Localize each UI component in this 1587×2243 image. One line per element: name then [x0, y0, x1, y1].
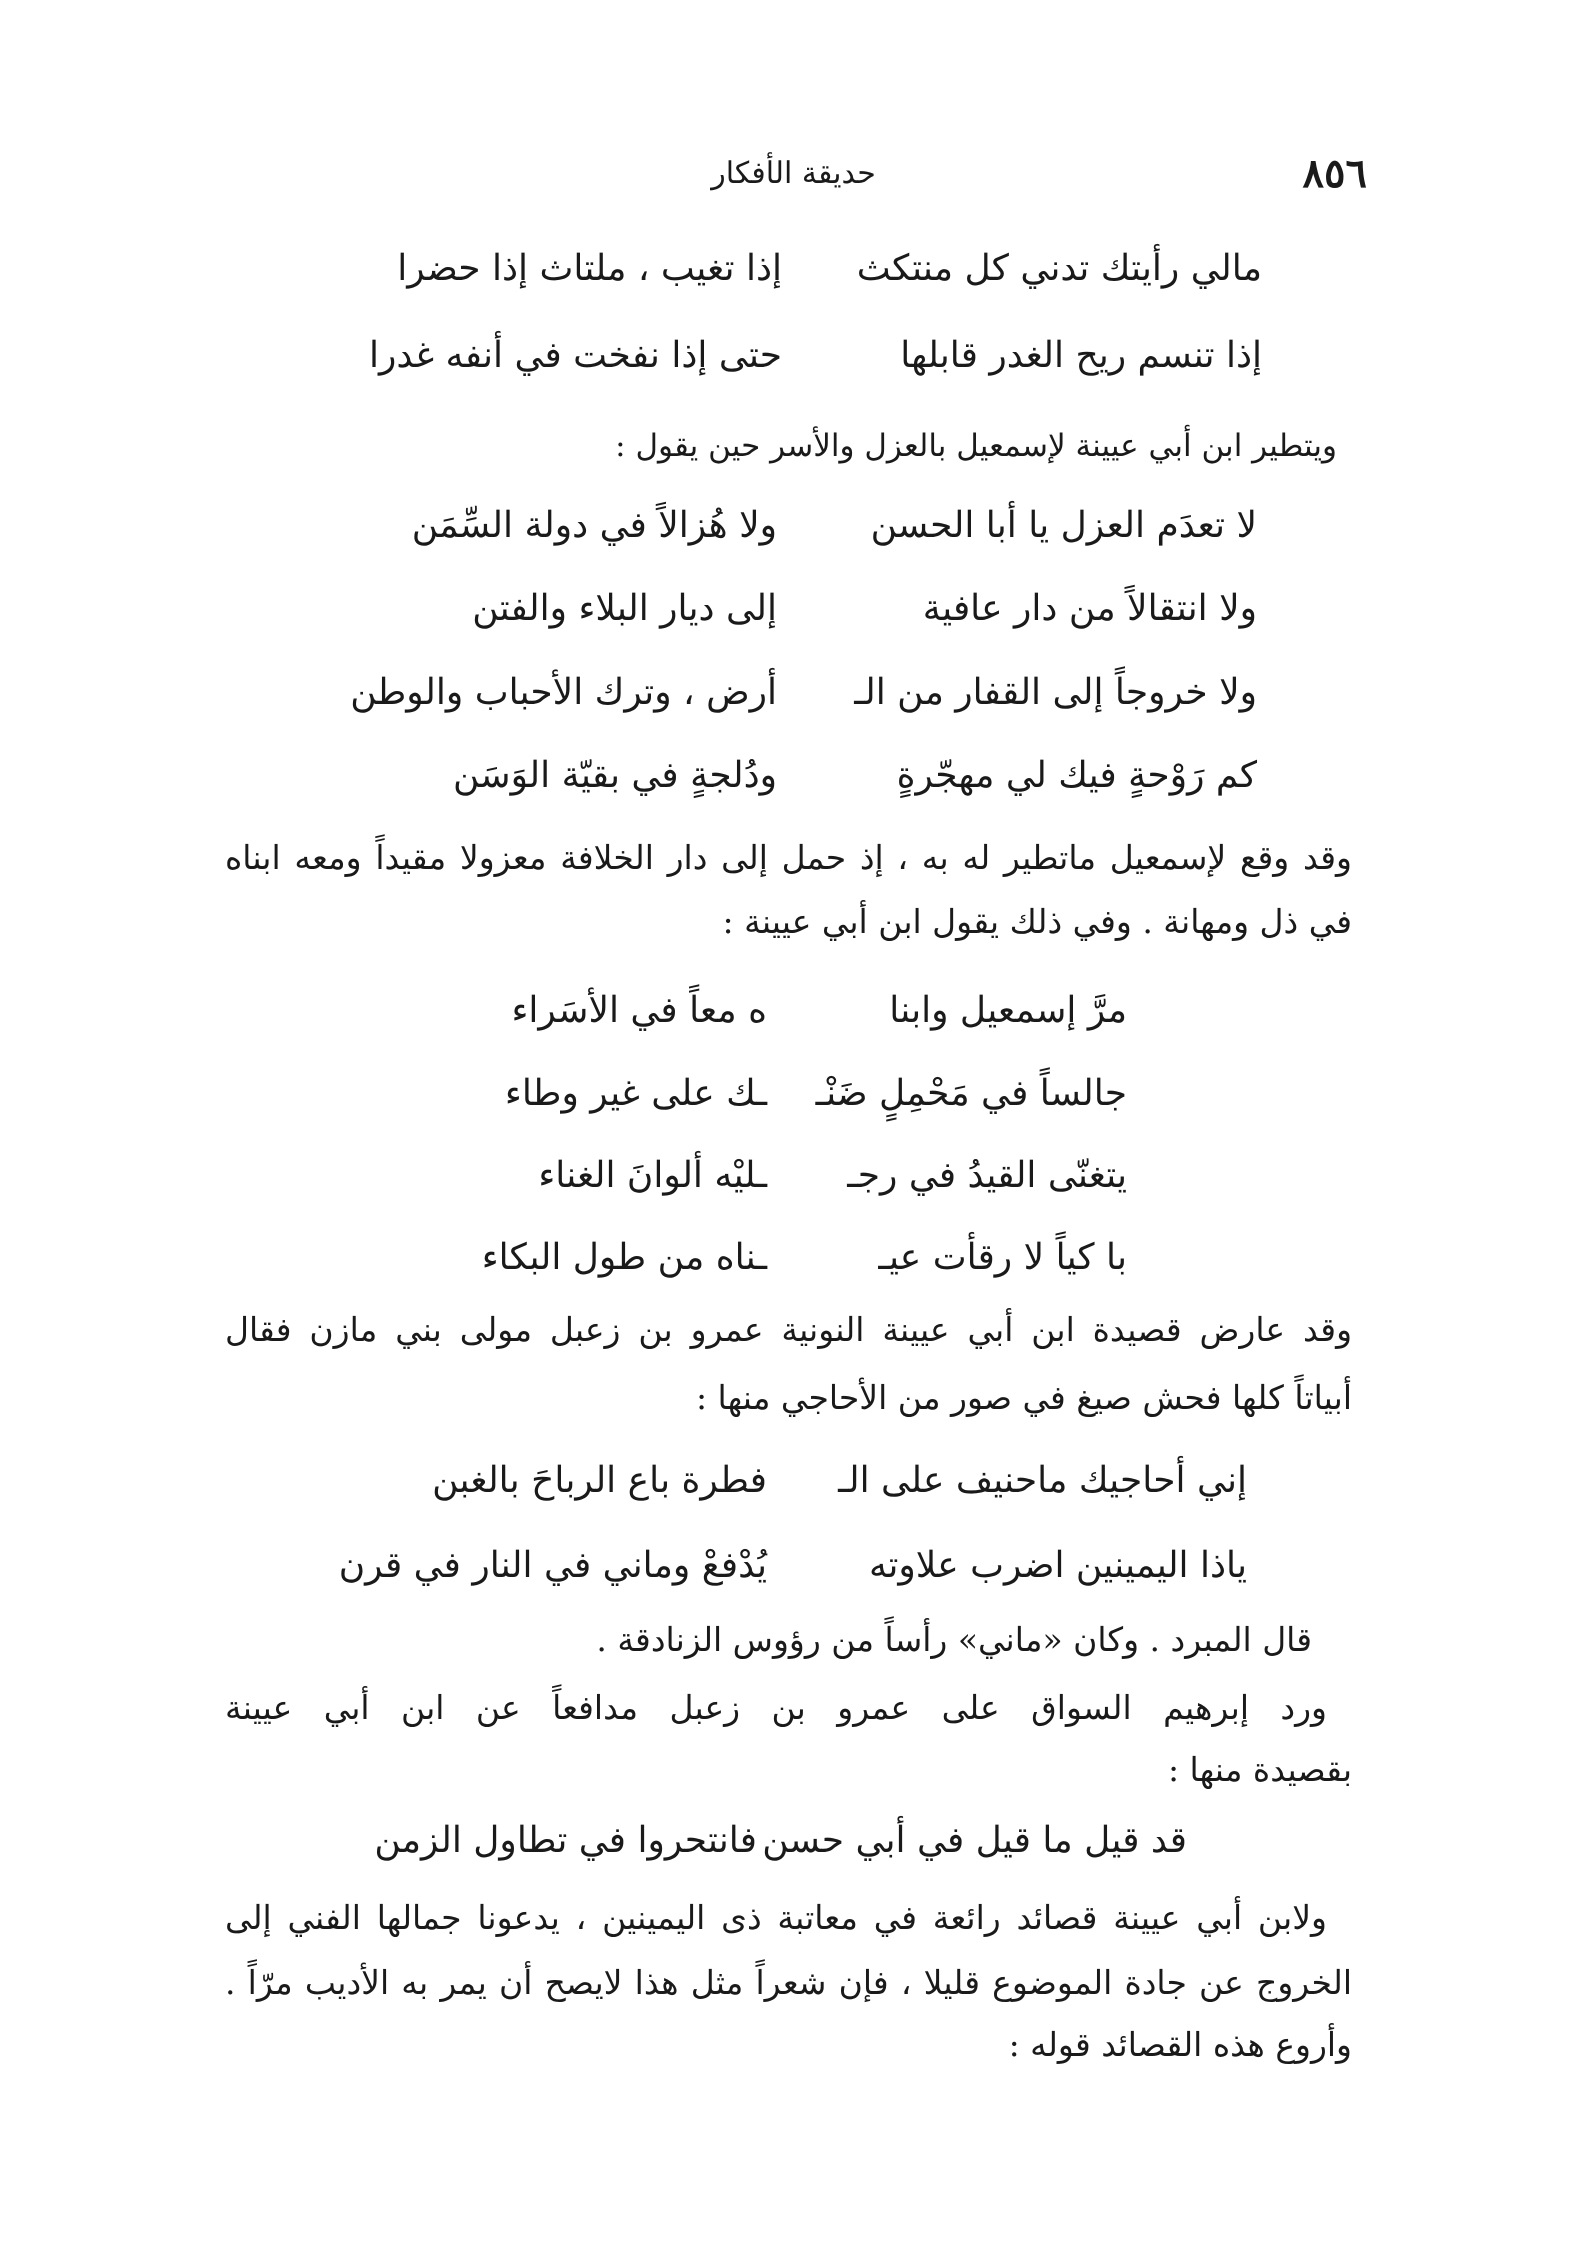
verse-hemistich-first: يتغنّى القيدُ في رجـ — [847, 1155, 1127, 1196]
paragraph-line: وأروع هذه القصائد قوله : — [1008, 2025, 1352, 2064]
verse-line — [437, 1155, 1127, 1196]
paragraph-line: ولابن أبي عيينة قصائد رائعة في معاتبة ذى اليمينين ، يدعونا جمالها الفني إلى — [225, 1898, 1327, 1937]
verse-line — [362, 248, 1262, 289]
verse-line — [437, 1237, 1127, 1278]
running-title: حديقة الأفكار — [711, 156, 876, 191]
verse-hemistich-first: قد قيل ما قيل في أبي حسن — [762, 1820, 1187, 1861]
verse-hemistich-second: إذا تغيب ، ملتاث إذا حضرا — [397, 248, 782, 289]
paragraph-line: وقد وقع لإسمعيل ماتطير له به ، إذ حمل إلى دار الخلافة معزولا مقيداً ومعه ابناه — [225, 838, 1352, 877]
verse-hemistich-first: ولا انتقالاً من دار عافية — [922, 588, 1257, 629]
verse-line — [437, 1073, 1127, 1114]
verse-line — [350, 672, 1257, 713]
verse-hemistich-first: إني أحاجيك ماحنيف على الـ — [838, 1460, 1247, 1501]
verse-line — [437, 990, 1127, 1031]
page-number: ٨٥٦ — [1302, 150, 1367, 197]
verse-line — [362, 335, 1262, 376]
verse-hemistich-second: ه معاً في الأسَراء — [511, 990, 767, 1031]
paragraph-line: في ذل ومهانة . وفي ذلك يقول ابن أبي عيينة : — [722, 902, 1352, 941]
verse-hemistich-second: ـك على غير وطاء — [504, 1073, 767, 1114]
verse-hemistich-second: ودُلجةٍ في بقيّة الوَسَن — [453, 755, 777, 796]
paragraph-line: الخروج عن جادة الموضوع قليلا ، فإن شعراً مثل هذا لايصح أن يمر به الأديب مرّاً . — [225, 1963, 1352, 2002]
intro-line: ويتطير ابن أبي عيينة لإسمعيل بالعزل والأسر حين يقول : — [615, 428, 1337, 464]
verse-line — [357, 1820, 1187, 1861]
paragraph-line: أبياتاً كلها فحش صيغ في صور من الأحاجي منها : — [695, 1378, 1352, 1417]
page-header — [220, 150, 1367, 210]
verse-hemistich-second: حتى إذا نفخت في أنفه غدرا — [368, 335, 782, 376]
verse-hemistich-first: إذا تنسم ريح الغدر قابلها — [900, 335, 1262, 376]
verse-hemistich-second: يُدْفعْ وماني في النار في قرن — [338, 1545, 767, 1586]
verse-hemistich-first: كم رَوْحةٍ فيك لي مهجّرةٍ — [896, 755, 1257, 796]
verse-hemistich-first: لا تعدَم العزل يا أبا الحسن — [870, 505, 1257, 546]
verse-hemistich-second: فطرة باع الرباحَ بالغبن — [432, 1460, 767, 1501]
verse-line — [357, 505, 1257, 546]
verse-hemistich-second: فانتحروا في تطاول الزمن — [374, 1820, 757, 1861]
verse-hemistich-first: ولا خروجاً إلى القفار من الـ — [854, 672, 1257, 713]
paragraph-line: وقد عارض قصيدة ابن أبي عيينة النونية عمرو بن زعبل مولى بني مازن فقال — [225, 1310, 1352, 1349]
verse-hemistich-second: ـليْه ألوانَ الغناء — [538, 1155, 767, 1196]
paragraph-line: بقصيدة منها : — [1167, 1750, 1352, 1789]
verse-line — [357, 755, 1257, 796]
verse-hemistich-second: أرض ، وترك الأحباب والوطن — [350, 672, 777, 713]
verse-hemistich-second: إلى ديار البلاء والفتن — [472, 588, 777, 629]
verse-hemistich-second: ولا هُزالاً في دولة السِّمَن — [411, 505, 777, 546]
verse-line — [338, 1545, 1247, 1586]
verse-hemistich-second: ـناه من طول البكاء — [481, 1237, 767, 1278]
note-line: قال المبرد . وكان «ماني» رأساً من رؤوس الزنادقة . — [596, 1620, 1312, 1659]
verse-hemistich-first: جالساً في مَحْمِلٍ ضَنْـ — [815, 1073, 1127, 1114]
verse-line — [357, 588, 1257, 629]
verse-hemistich-first: ياذا اليمينين اضرب علاوته — [869, 1545, 1247, 1586]
paragraph-line: ورد إبرهيم السواق على عمرو بن زعبل مدافعاً عن ابن أبي عيينة — [225, 1688, 1327, 1727]
verse-hemistich-first: مرَّ إسمعيل وابنا — [889, 990, 1127, 1031]
verse-line — [347, 1460, 1247, 1501]
verse-hemistich-first: مالي رأيتك تدني كل منتكث — [856, 248, 1262, 289]
verse-hemistich-first: با كياً لا رقأت عيـ — [878, 1237, 1127, 1278]
